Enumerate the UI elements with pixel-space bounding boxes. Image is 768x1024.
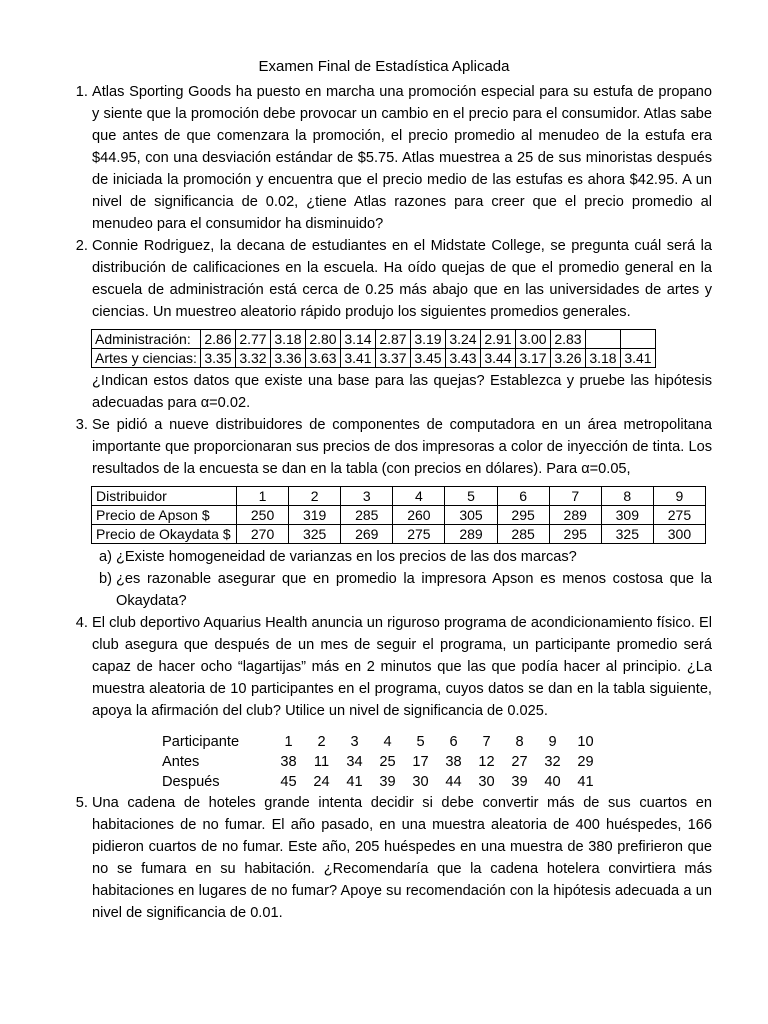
table-cell: 3.45 — [410, 349, 445, 368]
question-2-text: 2. Connie Rodriguez, la decana de estudiantes en el Midstate College, se pregunta cuál será la distribución de calificaciones en la escuela. Ha oído quejas de que el promedio general en la escuela de administración está cerca de 0.25 más abajo que en las universidades de artes y ciencias. Un muestreo aleatorio rápido produjo los siguientes promedios generales. — [92, 238, 712, 320]
table-row — [92, 525, 706, 544]
header-cell: 9 — [548, 734, 557, 750]
table-cell: 269 — [341, 525, 393, 544]
table-cell: 289 — [549, 506, 601, 525]
printer-price-table — [91, 486, 706, 544]
table-cell: 3.44 — [480, 349, 515, 368]
table-cell: 2.77 — [235, 330, 270, 349]
table-cell: 3.19 — [410, 330, 445, 349]
table-cell: 250 — [237, 506, 289, 525]
table-cell: 3.36 — [270, 349, 305, 368]
question-5-text: 5. Una cadena de hoteles grande intenta decidir si debe convertir más de sus cuartos en habitaciones de no fumar. El año pasado, en una muestra aleatoria de 400 huéspedes, 166 pidieron cuartos de no fumar. Este año, 205 huéspedes en una muestra de 380 prefirieron que no se fumara en su habitación. ¿Recomendaría que la cadena hotelera convirtiera más habitaciones en lugares de no fumar? Apoye su recomendación con la hipótesis adecuada a un nivel de significancia de 0.01. — [92, 795, 712, 921]
table-cell: 295 — [497, 506, 549, 525]
table-cell: 319 — [289, 506, 341, 525]
table-cell: 29 — [577, 754, 594, 770]
gpa-table — [91, 329, 656, 368]
table-cell: 39 — [379, 774, 396, 790]
question-3-text: 3. Se pidió a nueve distribuidores de componentes de computadora en un área metropolitana importante que proporcionaran sus precios de dos impresoras a color de inyección de tinta. Los resultados de la encuesta se dan en la tabla (con precios en dólares). Para α=0.05, — [92, 417, 712, 477]
table-cell: 38 — [445, 754, 462, 770]
header-cell: 4 — [383, 734, 392, 750]
table-cell: 285 — [497, 525, 549, 544]
question-3a: a. ¿Existe homogeneidad de varianzas en los precios de las dos marcas? — [116, 546, 712, 568]
header-cell: 8 — [515, 734, 524, 750]
table-cell: 3.14 — [340, 330, 375, 349]
row-label: Administración: — [92, 330, 201, 349]
header-cell: 5 — [416, 734, 425, 750]
table-header-row — [92, 487, 706, 506]
row-label: Precio de Okaydata $ — [92, 525, 237, 544]
table-cell: 3.00 — [515, 330, 550, 349]
header-label: Participante — [162, 734, 240, 750]
table-cell: 32 — [544, 754, 561, 770]
question-4-text: 4. El club deportivo Aquarius Health anuncia un riguroso programa de acondicionamiento físico. El club asegura que después de un mes de seguir el programa, un participante promedio será capaz de hacer ocho “lagartijas” más en 2 minutos que las que podía hacer al principio. ¿La muestra aleatoria de 10 participantes en el programa, cuyos datos se dan en la tabla siguiente, apoya la afirmación del club? Utilice un nivel de significancia de 0.025. — [92, 615, 712, 719]
table-cell: 41 — [346, 774, 363, 790]
pushups-table — [162, 732, 602, 792]
header-cell: 7 — [549, 487, 601, 506]
header-cell: 3 — [341, 487, 393, 506]
question-5 — [92, 792, 712, 924]
table-cell: 3.41 — [340, 349, 375, 368]
table-cell: 39 — [511, 774, 528, 790]
table-cell: 17 — [412, 754, 429, 770]
table-cell: 300 — [653, 525, 705, 544]
table-cell: 3.35 — [200, 349, 235, 368]
question-1 — [92, 81, 712, 235]
header-cell: 10 — [577, 734, 594, 750]
header-cell: 5 — [445, 487, 497, 506]
table-row — [92, 349, 656, 368]
table-cell: 3.18 — [270, 330, 305, 349]
table-cell: 289 — [445, 525, 497, 544]
table-cell: 3.18 — [585, 349, 620, 368]
table-row — [162, 752, 602, 772]
question-3b: b. ¿es razonable asegurar que en promedio la impresora Apson es menos costosa que la Okaydata? — [116, 568, 712, 612]
table-cell: 40 — [544, 774, 561, 790]
header-cell: 7 — [482, 734, 491, 750]
table-cell: 41 — [577, 774, 594, 790]
table-cell: 309 — [601, 506, 653, 525]
table-cell: 30 — [412, 774, 429, 790]
table-row — [162, 772, 602, 792]
table-cell: 270 — [237, 525, 289, 544]
table-cell: 3.43 — [445, 349, 480, 368]
row-label: Antes — [162, 754, 200, 770]
row-label: Artes y ciencias: — [92, 349, 201, 368]
header-cell: 4 — [393, 487, 445, 506]
table-cell: 285 — [341, 506, 393, 525]
table-cell: 27 — [511, 754, 528, 770]
table-cell: 25 — [379, 754, 396, 770]
table-cell: 2.91 — [480, 330, 515, 349]
table-cell: 34 — [346, 754, 363, 770]
question-3-subparts — [92, 546, 712, 612]
table-cell: 3.37 — [375, 349, 410, 368]
header-cell: 3 — [350, 734, 359, 750]
table-cell: 325 — [289, 525, 341, 544]
table-cell: 2.87 — [375, 330, 410, 349]
table-cell: 3.17 — [515, 349, 550, 368]
header-cell: 1 — [237, 487, 289, 506]
table-row — [92, 506, 706, 525]
table-cell: 260 — [393, 506, 445, 525]
table-cell: 12 — [478, 754, 495, 770]
table-row — [92, 330, 656, 349]
table-cell: 295 — [549, 525, 601, 544]
row-label: Precio de Apson $ — [92, 506, 237, 525]
table-cell: 44 — [445, 774, 462, 790]
table-cell: 38 — [280, 754, 297, 770]
table-cell: 30 — [478, 774, 495, 790]
header-cell: 6 — [497, 487, 549, 506]
header-cell: 6 — [449, 734, 458, 750]
question-2 — [92, 235, 712, 414]
table-cell — [585, 330, 620, 349]
table-cell: 275 — [653, 506, 705, 525]
table-cell — [620, 330, 655, 349]
table-cell: 3.63 — [305, 349, 340, 368]
question-3 — [92, 414, 712, 612]
table-cell: 24 — [313, 774, 330, 790]
question-1-text: 1. Atlas Sporting Goods ha puesto en marcha una promoción especial para su estufa de propano y siente que la promoción debe provocar un cambio en el precio para el consumidor. Atlas sabe que antes de que comenzara la promoción, el precio promedio al menudeo de la estufa era $44.95, con una desviación estándar de $5.75. Atlas muestrea a 25 de sus minoristas después de iniciada la promoción y encuentra que el precio medio de las estufas es ahora $42.95. A un nivel de significancia de 0.02, ¿tiene Atlas razones para creer que el precio promedio al menudeo para el consumidor ha disminuido? — [92, 84, 712, 232]
question-4 — [92, 612, 712, 792]
table-cell: 2.83 — [550, 330, 585, 349]
header-cell: 1 — [284, 734, 293, 750]
table-cell: 11 — [313, 754, 330, 770]
table-cell: 275 — [393, 525, 445, 544]
table-cell: 45 — [280, 774, 297, 790]
row-label: Después — [162, 774, 220, 790]
question-list — [56, 81, 712, 924]
table-cell: 3.26 — [550, 349, 585, 368]
table-cell: 305 — [445, 506, 497, 525]
table-cell: 2.80 — [305, 330, 340, 349]
header-cell: 9 — [653, 487, 705, 506]
question-2-followup: ¿Indican estos datos que existe una base para las quejas? Establezca y pruebe las hipótesis adecuadas para α=0.02. — [92, 373, 712, 411]
table-cell: 325 — [601, 525, 653, 544]
table-header-row — [162, 732, 602, 752]
table-cell: 3.24 — [445, 330, 480, 349]
header-cell: 8 — [601, 487, 653, 506]
header-cell: 2 — [317, 734, 326, 750]
header-label: Distribuidor — [92, 487, 237, 506]
page-title: Examen Final de Estadística Aplicada — [258, 58, 510, 75]
table-cell: 3.32 — [235, 349, 270, 368]
table-cell: 3.41 — [620, 349, 655, 368]
header-cell: 2 — [289, 487, 341, 506]
table-cell: 2.86 — [200, 330, 235, 349]
